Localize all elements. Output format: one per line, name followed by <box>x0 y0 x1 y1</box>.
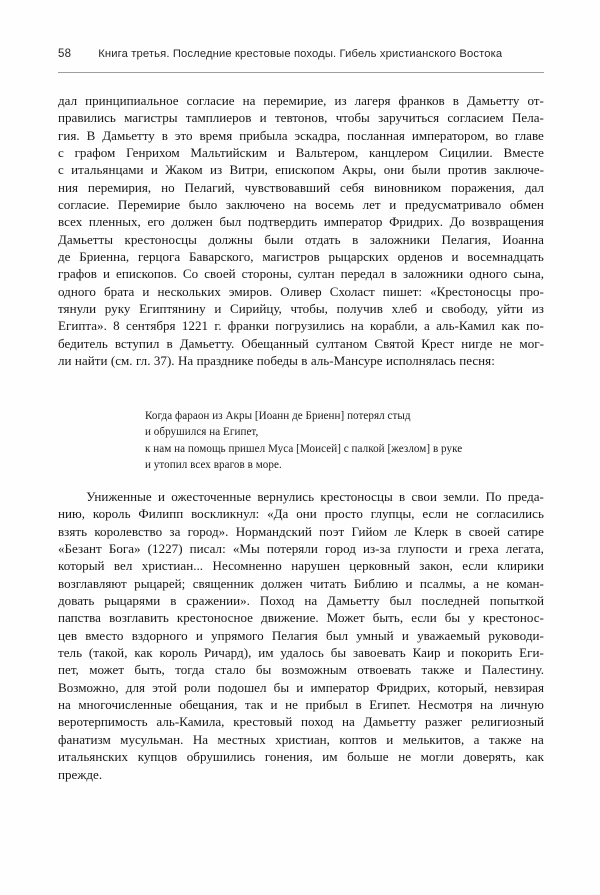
text-line: прежде. <box>58 766 103 782</box>
paragraph-continued <box>58 92 544 370</box>
text-line: взять королевство за город». Нормандский поэт Гийом ле Клерк в своей сатире <box>58 523 544 539</box>
text-line: фанатизм мусульман. На местных христиан, коптов и мелькитов, а также на <box>58 731 544 747</box>
text-line: гия. В Дамьетту в это время прибыла эскадра, посланная императором, во главе <box>58 127 544 143</box>
text-line: одного брата и нескольких эмиров. Оливер Схоласт пишет: «Крестоносцы про- <box>58 283 544 299</box>
verse-line: и обрушился на Египет, <box>145 426 259 439</box>
text-line: Возможно, для этой роли подошел бы и император Фридрих, который, невзирая <box>58 679 544 695</box>
text-line: который вел христиан... Несомненно нарушен церковный закон, если клирики <box>58 558 544 574</box>
text-line: цев вместо вздорного и упрямого Пелагия был умный и уважаемый руководи- <box>58 627 544 643</box>
text-line: «Безант Бога» (1227) писал: «Мы потеряли город из-за глупости и греха легата, <box>58 541 544 557</box>
text-line: согласие. Перемирие было заключено на восемь лет и предусматривало обмен <box>58 197 544 213</box>
paragraph-indent <box>58 488 80 505</box>
text-line: веротерпимость аль-Камила, крестовый поход на Дамьетту разжег религиозный <box>58 714 544 730</box>
text-line: правились магистры тамплиеров и тевтонов, чтобы заручиться согласием Пела- <box>58 110 544 126</box>
text-line: итальянских купцов обрушились гонения, им больше не могли доверять, как <box>58 749 544 765</box>
text-line: Униженные и ожесточенные вернулись крестоносцы в свои земли. По преда- <box>58 488 544 505</box>
text-line: дал принципиальное согласие на перемирие, из лагеря франков в Дамьетту от- <box>58 93 544 108</box>
body-block-upper <box>58 92 544 370</box>
text-line: ли найти (см. гл. 37). На празднике победы в аль-Мансуре исполнялась песня: <box>58 353 495 369</box>
text-line: де Бриенна, герцога Баварского, магистров рыцарских орденов и восемнадцать <box>58 249 544 265</box>
text-line: с итальянцами и Жаком из Витри, епископом Акры, они были против заключе- <box>58 162 544 178</box>
text-line: довать рыцарями в сражении». Поход на Дамьетту был последней попыткой <box>58 593 544 609</box>
text-line: ния перемирия, но Пелагий, чувствовавший себя виновником поражения, дал <box>58 179 544 195</box>
verse-line: и утопил всех врагов в море. <box>145 458 282 471</box>
text-line: графов и епископов. Со своей стороны, султан передал в заложники одного сына, <box>58 266 544 282</box>
text-line: с графом Генрихом Мальтийским и Вальтером, канцлером Сицилии. Вместе <box>58 145 544 161</box>
text-line: всех пленных, его должен был подтвердить император Фридрих. До возвращения <box>58 214 544 230</box>
text-line: на многочисленные обещания, так и не прибыл в Египет. Несмотря на личную <box>58 697 544 713</box>
running-head <box>58 48 544 68</box>
verse-line: к нам на помощь пришел Муса [Моисей] с палкой [жезлом] в руке <box>145 442 463 455</box>
text-line: пет, может быть, тогда стало бы возможным отвоевать также и Палестину. <box>58 662 544 678</box>
body-block-lower <box>58 488 544 783</box>
header-divider <box>58 72 544 73</box>
verse-quotation <box>145 408 545 473</box>
text-line: папства возглавить крестоносное движение. Может быть, если бы у крестонос- <box>58 610 544 626</box>
text-line: тель (такой, как король Ричард), им удалось бы завоевать Каир и покорить Еги- <box>58 645 544 661</box>
text-line: возглавляют рыцарей; священник должен читать Библию и псалмы, а не коман- <box>58 575 544 591</box>
verse-line: Когда фараон из Акры [Иоанн де Бриенн] потерял стыд <box>145 410 411 422</box>
running-title: Книга третья. Последние крестовые походы. Гибель христианского Востока <box>98 48 503 60</box>
text-line: Египта». 8 сентября 1221 г. франки погрузились на корабли, а аль-Камил как по- <box>58 318 544 334</box>
text-line: тянули руку Египтянину и Сирийцу, чтобы, получив хлеб и свободу, уйти из <box>58 301 544 317</box>
text-line: Дамьетты крестоносцы должны были отдать в заложники Пелагия, Иоанна <box>58 231 544 247</box>
page-number: 58 <box>58 48 72 60</box>
text-line: бедитель вступил в Дамьетту. Обещанный султаном Святой Крест нигде не мог- <box>58 335 544 351</box>
paragraph-final <box>58 488 544 783</box>
text-line: нию, король Филипп воскликнул: «Да они просто глупцы, если не согласились <box>58 506 544 522</box>
